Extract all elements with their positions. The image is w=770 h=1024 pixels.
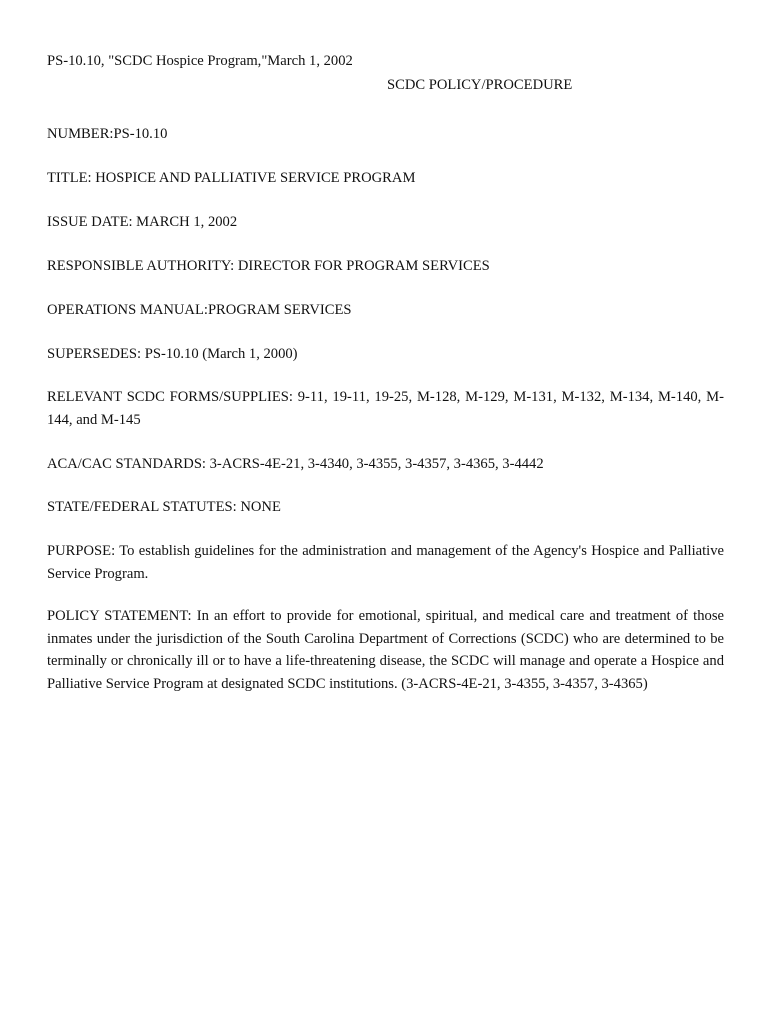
document-citation: PS-10.10, "SCDC Hospice Program,"March 1, 2002 <box>47 53 353 69</box>
issue-date: ISSUE DATE: MARCH 1, 2002 <box>47 214 238 230</box>
supersedes: SUPERSEDES: PS-10.10 (March 1, 2000) <box>47 346 298 362</box>
policy-number: NUMBER:PS-10.10 <box>47 126 168 142</box>
policy-statement: POLICY STATEMENT: In an effort to provide for emotional, spiritual, and medical care and treatment of those inmates under the jurisdiction of the South Carolina Department of Corrections (SCDC) who are determined to be terminally or chronically ill or to have a life-threatening disease, the SCDC will manage and operate a Hospice and Palliative Service Program at designated SCDC institutions. (3-ACRS-4E-21, 3-4355, 3-4357, 3-4365) <box>47 608 724 692</box>
policy-title: TITLE: HOSPICE AND PALLIATIVE SERVICE PROGRAM <box>47 170 416 186</box>
state-federal-statutes: STATE/FEDERAL STATUTES: NONE <box>47 499 281 515</box>
purpose: PURPOSE: To establish guidelines for the administration and management of the Agency's Hospice and Palliative Service Program. <box>47 543 724 582</box>
relevant-forms: RELEVANT SCDC FORMS/SUPPLIES: 9-11, 19-11, 19-25, M-128, M-129, M-131, M-132, M-134, M-140, M-144, and M-145 <box>47 389 724 428</box>
aca-standards: ACA/CAC STANDARDS: 3-ACRS-4E-21, 3-4340, 3-4355, 3-4357, 3-4365, 3-4442 <box>47 456 544 472</box>
operations-manual: OPERATIONS MANUAL:PROGRAM SERVICES <box>47 302 352 318</box>
responsible-authority: RESPONSIBLE AUTHORITY: DIRECTOR FOR PROGRAM SERVICES <box>47 258 490 274</box>
document-heading: SCDC POLICY/PROCEDURE <box>387 77 573 93</box>
